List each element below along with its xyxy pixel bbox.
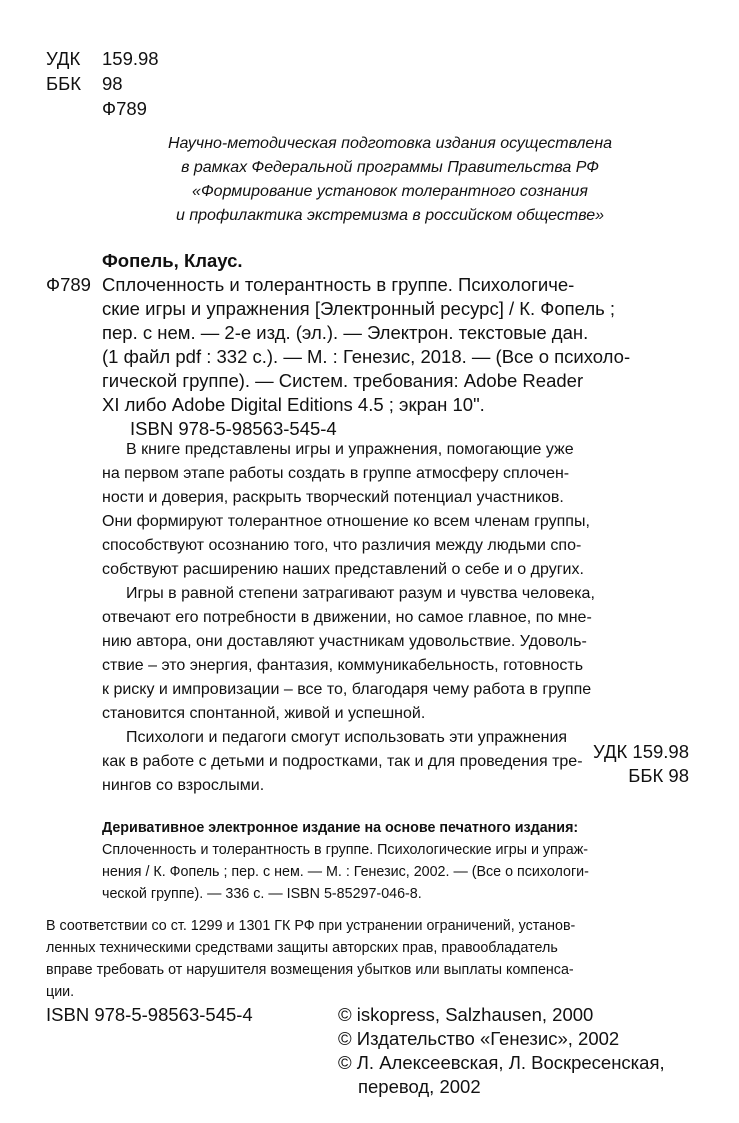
entry-line: Сплоченность и толерантность в группе. Психологиче-	[102, 274, 575, 295]
abstract-line: Психологи и педагоги смогут использовать эти упражнения	[126, 729, 568, 746]
author-mark: Ф789	[102, 98, 147, 119]
udk-value: 159.98	[102, 48, 159, 69]
funding-line: в рамках Федеральной программы Правительства РФ	[181, 159, 599, 176]
bbk-value: 98	[102, 73, 123, 94]
abstract-line: отвечают его потребности в движении, но самое главное, по мне-	[102, 609, 592, 626]
abstract-line: Они формируют толерантное отношение ко всем членам группы,	[102, 513, 590, 530]
derivative-line: нения / К. Фопель ; пер. с нем. — М. : Генезис, 2002. — (Все о психологи-	[102, 864, 589, 880]
law-line: В соответствии со ст. 1299 и 1301 ГК РФ при устранении ограничений, установ-	[46, 918, 576, 934]
abstract-line: нингов со взрослыми.	[102, 777, 265, 794]
copyright-notices	[338, 1003, 665, 1099]
entry-line: XI либо Adobe Digital Editions 4.5 ; экран 10".	[102, 394, 485, 415]
abstract-line: В книге представлены игры и упражнения, помогающие уже	[126, 441, 574, 458]
entry-isbn: ISBN 978-5-98563-545-4	[130, 418, 337, 439]
funding-line: и профилактика экстремизма в российском обществе»	[175, 207, 605, 224]
abstract-line: становится спонтанной, живой и успешной.	[102, 705, 426, 722]
law-line: ленных техническими средствами защиты авторских прав, правообладатель	[46, 940, 558, 956]
derivative-line: Сплоченность и толерантность в группе. Психологические игры и упраж-	[102, 842, 589, 858]
abstract-line: к риску и импровизации – все то, благодаря чему работа в группе	[102, 681, 592, 698]
abstract-line: Игры в равной степени затрагивают разум и чувства человека,	[126, 585, 595, 602]
entry-line: гической группе). — Систем. требования: Adobe Reader	[102, 370, 584, 391]
copyright-line: перевод, 2002	[358, 1076, 481, 1097]
abstract-line: на первом этапе работы создать в группе атмосферу сплочен-	[102, 465, 570, 482]
bibliographic-description	[102, 273, 717, 417]
funding-note	[60, 132, 720, 228]
author-heading: Фопель, Клаус.	[102, 250, 243, 271]
law-line: вправе требовать от нарушителя возмещения убытков или выплаты компенса-	[46, 962, 574, 978]
derivative-heading: Деривативное электронное издание на основе печатного издания:	[102, 820, 579, 836]
copyright-line: © Л. Алексеевская, Л. Воскресенская,	[338, 1052, 665, 1073]
bottom-classification	[593, 740, 689, 788]
copyright-line: © iskopress, Salzhausen, 2000	[338, 1004, 594, 1025]
abstract-line: способствуют осознанию того, что различия между людьми спо-	[102, 537, 582, 554]
footer-isbn: ISBN 978-5-98563-545-4	[46, 1004, 253, 1025]
entry-code: Ф789	[46, 274, 91, 295]
bbk-label: ББК	[46, 73, 82, 94]
funding-line: Научно-методическая подготовка издания осуществлена	[167, 135, 613, 152]
abstract-line: ности и доверия, раскрыть творческий потенциал участников.	[102, 489, 564, 506]
entry-line: ские игры и упражнения [Электронный ресурс] / К. Фопель ;	[102, 298, 616, 319]
entry-line: пер. с нем. — 2-е изд. (эл.). — Электрон. текстовые дан.	[102, 322, 589, 343]
funding-line: «Формирование установок толерантного сознания	[192, 183, 588, 200]
udk-label: УДК	[46, 48, 81, 69]
derivative-line: ческой группе). — 336 с. — ISBN 5-85297-046-8.	[102, 886, 422, 902]
abstract-line: собствуют расширению наших представлений о себе и о других.	[102, 561, 584, 578]
abstract-line: как в работе с детьми и подростками, так и для проведения тре-	[102, 753, 583, 770]
derivative-edition	[102, 817, 717, 905]
bottom-udk: УДК 159.98	[593, 741, 689, 762]
law-line: ции.	[46, 984, 75, 1000]
bottom-bbk: ББК 98	[628, 765, 689, 786]
copyright-line: © Издательство «Генезис», 2002	[338, 1028, 620, 1049]
entry-line: (1 файл pdf : 332 с.). — М. : Генезис, 2018. — (Все о психоло-	[102, 346, 631, 367]
abstract-line: ствие – это энергия, фантазия, коммуникабельность, готовность	[102, 657, 584, 674]
copyright-law-note	[46, 915, 716, 1003]
abstract-line: нию автора, они доставляют участникам удовольствие. Удоволь-	[102, 633, 587, 650]
